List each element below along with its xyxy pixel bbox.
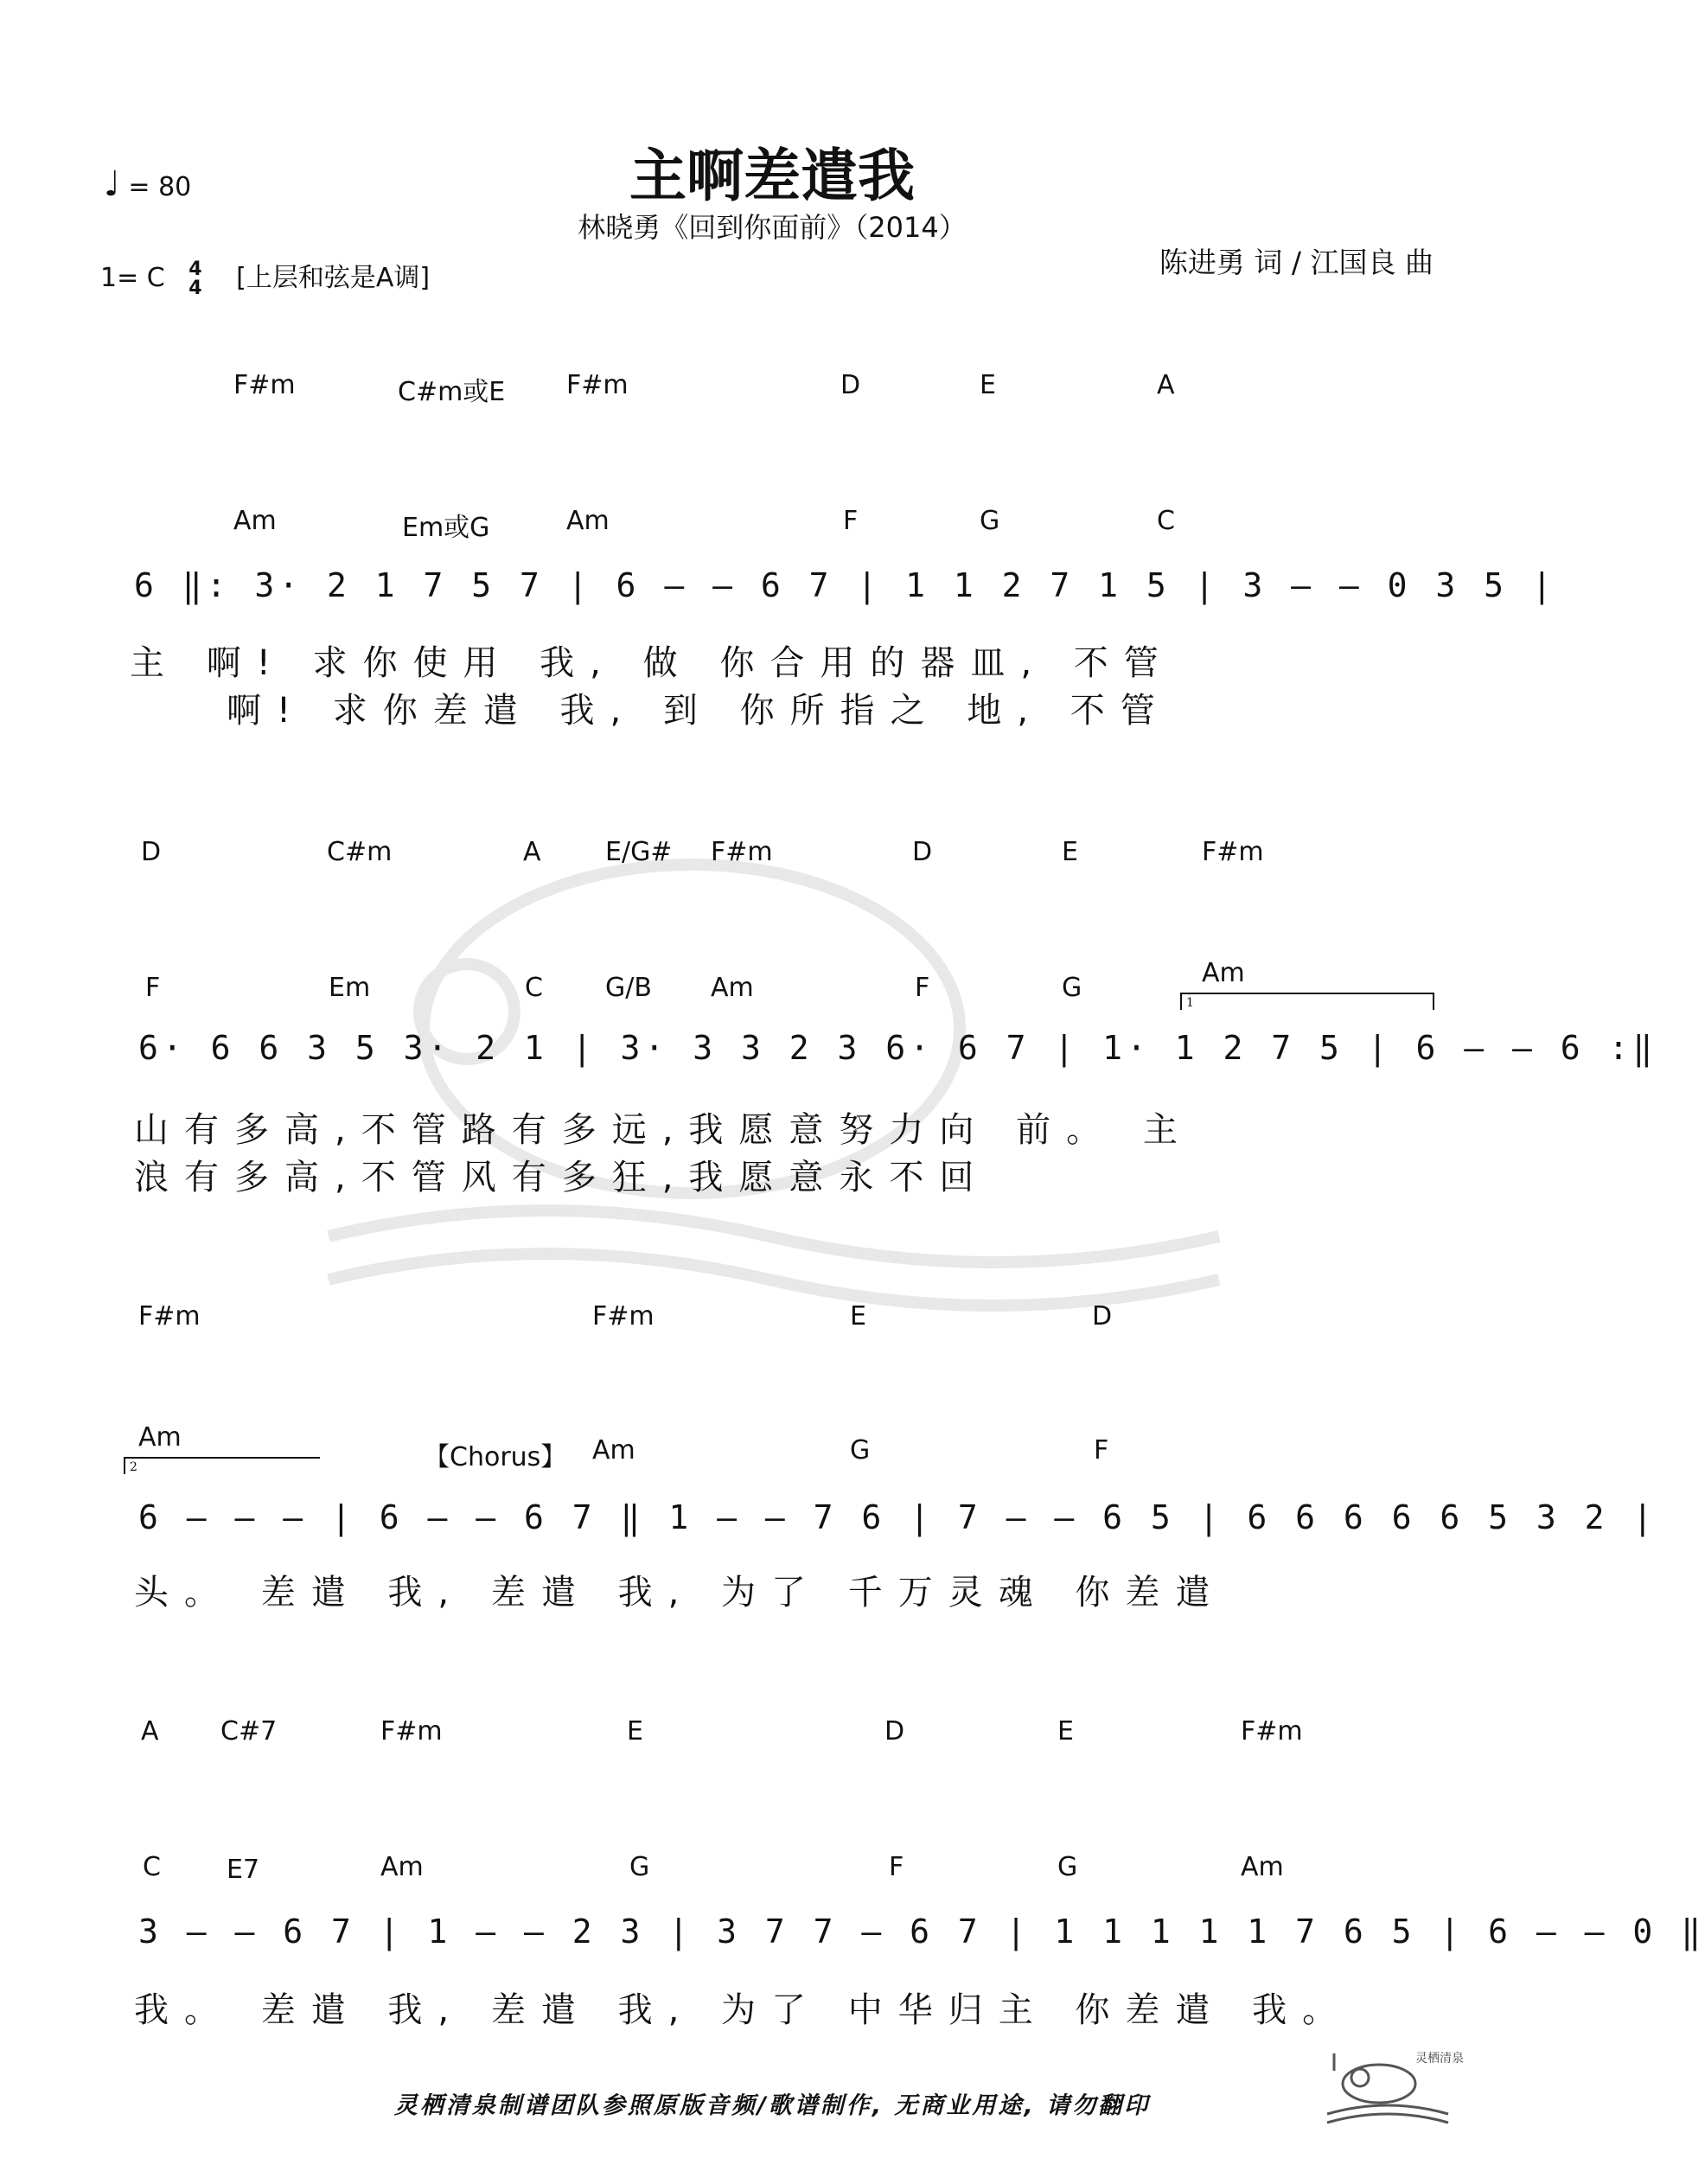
logo-text: 灵栖清泉 [1415,2052,1464,2066]
notation-line: 6· 6 6 3 5 3· 2 1 | 3· 3 3 2 3 6· 6 7 | 1· 1 2 7 5 | 6 — — 6 :‖ [138,1029,1657,1067]
chord-c: Am [711,973,754,1003]
chord-a: F#m [592,1301,655,1331]
chord-c: Am [233,506,277,536]
chord-a: E/G# [605,837,673,867]
copyright-footer: 灵栖清泉制谱团队参照原版音频/歌谱制作, 无商业用途, 请勿翻印 [393,2092,1151,2119]
chord-c: F [889,1852,904,1882]
chord-a: F#m [566,370,629,400]
credit-line: 陈进勇 词 / 江国良 曲 [1159,246,1434,279]
chord-c: G [980,506,1000,536]
chord-a: A [523,837,541,867]
chord-c: G [850,1435,871,1466]
lyric-chorus: 我。 差遣 我, 差遣 我, 为了 中华归主 你差遣 我。 [134,1990,1353,2030]
chord-a: E [627,1716,643,1747]
chord-c: E7 [227,1855,260,1885]
chord-a: C#m [327,837,393,867]
lyric-verse-1: 主 啊! 求你使用 我, 做 你合用的器皿, 不管 [130,643,1174,683]
chord-a: A [1157,370,1175,400]
chord-c: F [145,973,161,1003]
chord-a: F#m [380,1716,443,1747]
key-label: 1= C [100,263,165,293]
album-subtitle: 林晓勇《回到你面前》（2014） [578,211,967,244]
chord-a: F#m [1202,837,1264,867]
chord-a: D [1092,1301,1113,1331]
chord-a: E [1057,1716,1074,1747]
chord-c: G/B [605,973,652,1003]
chord-a: E [980,370,996,400]
logo-icon [1319,2036,1464,2131]
chord-a: F#m [233,370,296,400]
chord-c: Em或G [402,513,490,543]
quarter-note-icon: ♩ [104,164,120,204]
chord-c: F [915,973,930,1003]
chord-a: F#m [1241,1716,1303,1747]
notation-line: 6 — — — | 6 — — 6 7 ‖ 1 — — 7 6 | 7 — — 6 5 | 6 6 6 6 6 5 3 2 | [138,1498,1657,1536]
chorus-label: 【Chorus】 [424,1442,567,1472]
chord-c: Am [592,1435,635,1466]
notation-line: 6 ‖: 3· 2 1 7 5 7 | 6 — — 6 7 | 1 1 2 7 1 5 | 3 — — 0 3 5 | [134,566,1556,604]
chord-a: C#m或E [398,377,506,407]
notation-line: 3 — — 6 7 | 1 — — 2 3 | 3 7 7 — 6 7 | 1 1 1 1 1 7 6 5 | 6 — — 0 ‖ [138,1913,1705,1951]
chord-a: D [840,370,861,400]
chord-c: F [1094,1435,1109,1466]
chord-a: F#m [138,1301,201,1331]
chord-c: Em [329,973,371,1003]
time-top: 4 [188,258,202,280]
chord-a: E [1062,837,1078,867]
lyric-verse-2: 浪有多高,不管风有多狂,我愿意永不回 [134,1158,990,1197]
chord-a: D [141,837,162,867]
chord-c: Am [138,1422,182,1453]
chord-a: A [141,1716,159,1747]
song-title: 主啊差遣我 [629,143,915,209]
chord-c: C [525,973,543,1003]
chord-a: D [912,837,933,867]
chord-c: Am [1241,1852,1284,1882]
tempo-marking [104,164,191,204]
volta-bracket-1 [1180,993,1434,1010]
chord-a: C#7 [220,1716,278,1747]
chord-c: Am [1202,958,1245,988]
volta-bracket-2 [124,1457,320,1474]
chord-c: G [1062,973,1082,1003]
time-signature [188,260,201,298]
chord-c: G [629,1852,650,1882]
tempo-value: = 80 [128,172,192,202]
chord-a: F#m [711,837,773,867]
volta-number: 2 [130,1460,137,1474]
chord-c: Am [380,1852,424,1882]
chord-a: E [850,1301,866,1331]
watermark-logo [320,830,1228,1314]
chord-c: C [143,1852,161,1882]
chord-c: G [1057,1852,1078,1882]
lyric-verse-1: 山有多高,不管路有多远,我愿意努力向 前。 主 [134,1110,1193,1150]
key-signature-line [100,256,430,298]
lyric-verse-2: 啊! 求你差遣 我, 到 你所指之 地, 不管 [227,691,1171,731]
chord-c: F [843,506,859,536]
volta-number: 1 [1186,996,1194,1010]
chord-c: Am [566,506,610,536]
lyric-chorus: 头。 差遣 我, 差遣 我, 为了 千万灵魂 你差遣 [134,1573,1226,1612]
time-bottom: 4 [188,277,202,299]
key-note: [上层和弦是A调] [236,263,431,293]
chord-c: C [1157,506,1175,536]
chord-a: D [884,1716,905,1747]
